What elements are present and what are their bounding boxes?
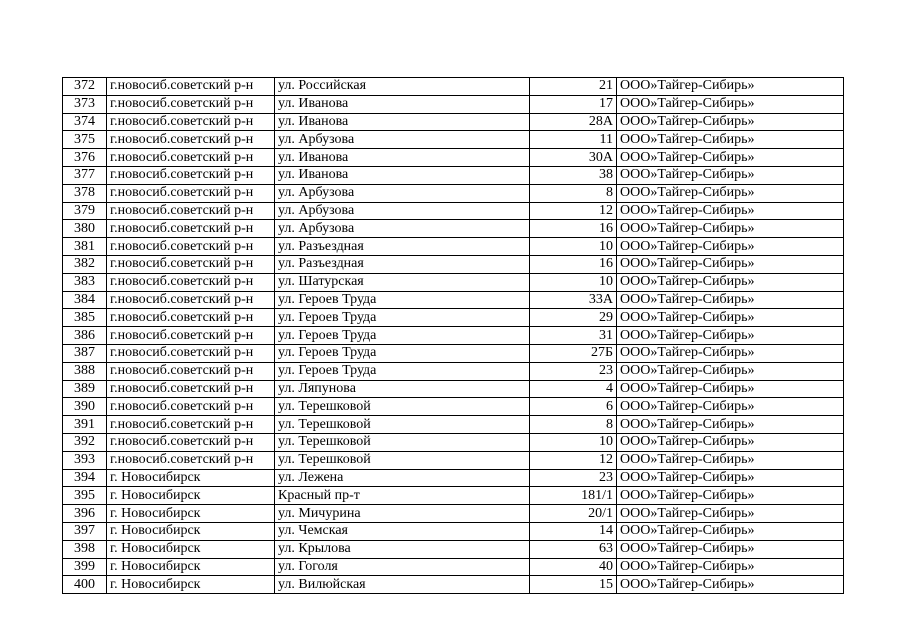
- company-cell: ООО»Тайгер-Сибирь»: [617, 540, 844, 558]
- row-number-cell: 388: [63, 362, 107, 380]
- company-cell: ООО»Тайгер-Сибирь»: [617, 469, 844, 487]
- company-cell: ООО»Тайгер-Сибирь»: [617, 255, 844, 273]
- company-cell: ООО»Тайгер-Сибирь»: [617, 505, 844, 523]
- company-cell: ООО»Тайгер-Сибирь»: [617, 451, 844, 469]
- district-cell: г. Новосибирск: [107, 487, 275, 505]
- table-row: [63, 131, 844, 149]
- street-cell: ул. Терешковой: [275, 433, 530, 451]
- row-number-cell: 377: [63, 166, 107, 184]
- table-row: [63, 487, 844, 505]
- company-cell: ООО»Тайгер-Сибирь»: [617, 522, 844, 540]
- district-cell: г.новосиб.советский р-н: [107, 398, 275, 416]
- district-cell: г.новосиб.советский р-н: [107, 291, 275, 309]
- company-cell: ООО»Тайгер-Сибирь»: [617, 398, 844, 416]
- street-cell: ул. Терешковой: [275, 451, 530, 469]
- street-cell: ул. Мичурина: [275, 505, 530, 523]
- row-number-cell: 391: [63, 416, 107, 434]
- table-row: [63, 291, 844, 309]
- district-cell: г.новосиб.советский р-н: [107, 451, 275, 469]
- district-cell: г.новосиб.советский р-н: [107, 149, 275, 167]
- district-cell: г. Новосибирск: [107, 540, 275, 558]
- house-number-cell: 20/1: [530, 505, 617, 523]
- table-row: [63, 469, 844, 487]
- table-row: [63, 327, 844, 345]
- house-number-cell: 12: [530, 451, 617, 469]
- district-cell: г.новосиб.советский р-н: [107, 184, 275, 202]
- district-cell: г.новосиб.советский р-н: [107, 238, 275, 256]
- district-cell: г.новосиб.советский р-н: [107, 131, 275, 149]
- street-cell: ул. Терешковой: [275, 398, 530, 416]
- house-number-cell: 38: [530, 166, 617, 184]
- row-number-cell: 395: [63, 487, 107, 505]
- company-cell: ООО»Тайгер-Сибирь»: [617, 220, 844, 238]
- street-cell: ул. Арбузова: [275, 220, 530, 238]
- company-cell: ООО»Тайгер-Сибирь»: [617, 166, 844, 184]
- address-table-body: [63, 78, 844, 594]
- table-row: [63, 273, 844, 291]
- street-cell: ул. Арбузова: [275, 131, 530, 149]
- row-number-cell: 382: [63, 255, 107, 273]
- table-row: [63, 184, 844, 202]
- row-number-cell: 381: [63, 238, 107, 256]
- row-number-cell: 383: [63, 273, 107, 291]
- row-number-cell: 385: [63, 309, 107, 327]
- table-row: [63, 309, 844, 327]
- house-number-cell: 40: [530, 558, 617, 576]
- table-row: [63, 433, 844, 451]
- house-number-cell: 15: [530, 576, 617, 594]
- street-cell: ул. Крылова: [275, 540, 530, 558]
- company-cell: ООО»Тайгер-Сибирь»: [617, 202, 844, 220]
- table-row: [63, 220, 844, 238]
- street-cell: ул. Арбузова: [275, 184, 530, 202]
- company-cell: ООО»Тайгер-Сибирь»: [617, 487, 844, 505]
- street-cell: ул. Иванова: [275, 95, 530, 113]
- table-row: [63, 113, 844, 131]
- district-cell: г.новосиб.советский р-н: [107, 433, 275, 451]
- street-cell: ул. Разъездная: [275, 255, 530, 273]
- house-number-cell: 181/1: [530, 487, 617, 505]
- table-row: [63, 95, 844, 113]
- district-cell: г.новосиб.советский р-н: [107, 255, 275, 273]
- row-number-cell: 373: [63, 95, 107, 113]
- company-cell: ООО»Тайгер-Сибирь»: [617, 78, 844, 96]
- street-cell: ул. Героев Труда: [275, 309, 530, 327]
- row-number-cell: 389: [63, 380, 107, 398]
- district-cell: г.новосиб.советский р-н: [107, 220, 275, 238]
- street-cell: ул. Вилюйская: [275, 576, 530, 594]
- house-number-cell: 31: [530, 327, 617, 345]
- row-number-cell: 386: [63, 327, 107, 345]
- row-number-cell: 375: [63, 131, 107, 149]
- house-number-cell: 33А: [530, 291, 617, 309]
- row-number-cell: 380: [63, 220, 107, 238]
- row-number-cell: 378: [63, 184, 107, 202]
- street-cell: ул. Шатурская: [275, 273, 530, 291]
- street-cell: ул. Терешковой: [275, 416, 530, 434]
- company-cell: ООО»Тайгер-Сибирь»: [617, 238, 844, 256]
- house-number-cell: 11: [530, 131, 617, 149]
- row-number-cell: 372: [63, 78, 107, 96]
- district-cell: г. Новосибирск: [107, 505, 275, 523]
- house-number-cell: 23: [530, 469, 617, 487]
- table-row: [63, 522, 844, 540]
- row-number-cell: 387: [63, 344, 107, 362]
- street-cell: ул. Иванова: [275, 149, 530, 167]
- house-number-cell: 12: [530, 202, 617, 220]
- company-cell: ООО»Тайгер-Сибирь»: [617, 416, 844, 434]
- table-row: [63, 362, 844, 380]
- street-cell: ул. Гоголя: [275, 558, 530, 576]
- table-row: [63, 255, 844, 273]
- table-row: [63, 238, 844, 256]
- row-number-cell: 384: [63, 291, 107, 309]
- table-row: [63, 558, 844, 576]
- company-cell: ООО»Тайгер-Сибирь»: [617, 309, 844, 327]
- district-cell: г.новосиб.советский р-н: [107, 416, 275, 434]
- district-cell: г.новосиб.советский р-н: [107, 95, 275, 113]
- table-row: [63, 576, 844, 594]
- company-cell: ООО»Тайгер-Сибирь»: [617, 95, 844, 113]
- row-number-cell: 394: [63, 469, 107, 487]
- house-number-cell: 30А: [530, 149, 617, 167]
- company-cell: ООО»Тайгер-Сибирь»: [617, 344, 844, 362]
- company-cell: ООО»Тайгер-Сибирь»: [617, 291, 844, 309]
- street-cell: ул. Российская: [275, 78, 530, 96]
- district-cell: г.новосиб.советский р-н: [107, 309, 275, 327]
- street-cell: ул. Арбузова: [275, 202, 530, 220]
- house-number-cell: 28А: [530, 113, 617, 131]
- company-cell: ООО»Тайгер-Сибирь»: [617, 131, 844, 149]
- table-row: [63, 202, 844, 220]
- row-number-cell: 393: [63, 451, 107, 469]
- company-cell: ООО»Тайгер-Сибирь»: [617, 113, 844, 131]
- district-cell: г.новосиб.советский р-н: [107, 273, 275, 291]
- district-cell: г.новосиб.советский р-н: [107, 380, 275, 398]
- row-number-cell: 399: [63, 558, 107, 576]
- house-number-cell: 8: [530, 416, 617, 434]
- table-row: [63, 416, 844, 434]
- row-number-cell: 390: [63, 398, 107, 416]
- house-number-cell: 21: [530, 78, 617, 96]
- street-cell: ул. Героев Труда: [275, 291, 530, 309]
- house-number-cell: 17: [530, 95, 617, 113]
- street-cell: ул. Ляпунова: [275, 380, 530, 398]
- company-cell: ООО»Тайгер-Сибирь»: [617, 184, 844, 202]
- house-number-cell: 14: [530, 522, 617, 540]
- row-number-cell: 400: [63, 576, 107, 594]
- house-number-cell: 8: [530, 184, 617, 202]
- table-row: [63, 398, 844, 416]
- street-cell: ул. Иванова: [275, 113, 530, 131]
- district-cell: г.новосиб.советский р-н: [107, 78, 275, 96]
- street-cell: ул. Героев Труда: [275, 327, 530, 345]
- table-row: [63, 149, 844, 167]
- row-number-cell: 379: [63, 202, 107, 220]
- district-cell: г.новосиб.советский р-н: [107, 362, 275, 380]
- row-number-cell: 398: [63, 540, 107, 558]
- district-cell: г.новосиб.советский р-н: [107, 113, 275, 131]
- table-row: [63, 451, 844, 469]
- house-number-cell: 4: [530, 380, 617, 398]
- table-row: [63, 78, 844, 96]
- house-number-cell: 63: [530, 540, 617, 558]
- street-cell: ул. Разъездная: [275, 238, 530, 256]
- table-row: [63, 344, 844, 362]
- district-cell: г. Новосибирск: [107, 558, 275, 576]
- district-cell: г. Новосибирск: [107, 522, 275, 540]
- district-cell: г.новосиб.советский р-н: [107, 327, 275, 345]
- table-row: [63, 166, 844, 184]
- row-number-cell: 392: [63, 433, 107, 451]
- row-number-cell: 376: [63, 149, 107, 167]
- company-cell: ООО»Тайгер-Сибирь»: [617, 380, 844, 398]
- house-number-cell: 10: [530, 273, 617, 291]
- company-cell: ООО»Тайгер-Сибирь»: [617, 149, 844, 167]
- district-cell: г.новосиб.советский р-н: [107, 344, 275, 362]
- row-number-cell: 397: [63, 522, 107, 540]
- house-number-cell: 29: [530, 309, 617, 327]
- address-table: [62, 77, 844, 594]
- table-row: [63, 380, 844, 398]
- house-number-cell: 27Б: [530, 344, 617, 362]
- house-number-cell: 6: [530, 398, 617, 416]
- table-row: [63, 505, 844, 523]
- house-number-cell: 10: [530, 238, 617, 256]
- house-number-cell: 23: [530, 362, 617, 380]
- house-number-cell: 10: [530, 433, 617, 451]
- district-cell: г.новосиб.советский р-н: [107, 166, 275, 184]
- district-cell: г.новосиб.советский р-н: [107, 202, 275, 220]
- row-number-cell: 396: [63, 505, 107, 523]
- house-number-cell: 16: [530, 220, 617, 238]
- street-cell: Красный пр-т: [275, 487, 530, 505]
- company-cell: ООО»Тайгер-Сибирь»: [617, 273, 844, 291]
- company-cell: ООО»Тайгер-Сибирь»: [617, 327, 844, 345]
- table-row: [63, 540, 844, 558]
- company-cell: ООО»Тайгер-Сибирь»: [617, 433, 844, 451]
- district-cell: г. Новосибирск: [107, 469, 275, 487]
- company-cell: ООО»Тайгер-Сибирь»: [617, 558, 844, 576]
- row-number-cell: 374: [63, 113, 107, 131]
- street-cell: ул. Иванова: [275, 166, 530, 184]
- street-cell: ул. Героев Труда: [275, 344, 530, 362]
- street-cell: ул. Героев Труда: [275, 362, 530, 380]
- street-cell: ул. Чемская: [275, 522, 530, 540]
- district-cell: г. Новосибирск: [107, 576, 275, 594]
- street-cell: ул. Лежена: [275, 469, 530, 487]
- company-cell: ООО»Тайгер-Сибирь»: [617, 362, 844, 380]
- company-cell: ООО»Тайгер-Сибирь»: [617, 576, 844, 594]
- house-number-cell: 16: [530, 255, 617, 273]
